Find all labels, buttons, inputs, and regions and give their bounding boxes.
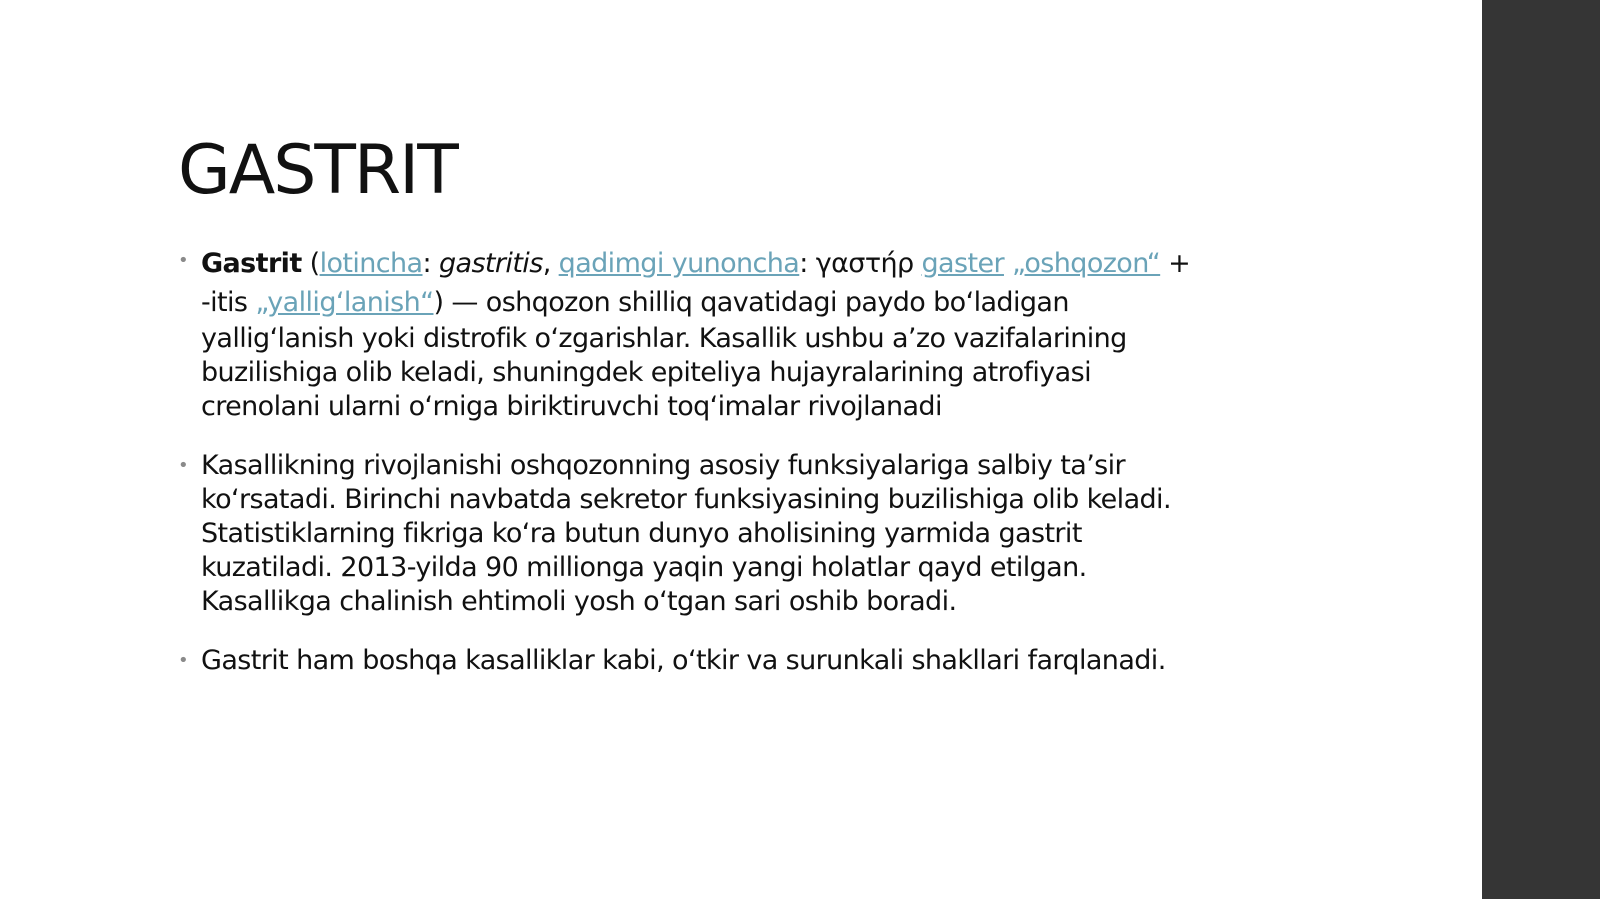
- bullet-forms: [178, 644, 1288, 678]
- text-fragment: [1004, 248, 1012, 279]
- text-fragment: :: [422, 248, 439, 279]
- term-gastrit: Gastrit: [201, 248, 302, 279]
- slide-title: GASTRIT: [178, 131, 457, 210]
- slide-body: [178, 244, 1288, 703]
- text-line: crenolani ularni o‘rniga biriktiruvchi toq‘imalar rivojlanadi: [201, 391, 942, 422]
- text-line: Kasallikga chalinish ehtimoli yosh o‘tgan sari oshib boradi.: [201, 586, 957, 617]
- text-line: kuzatiladi. 2013-yilda 90 millionga yaqin yangi holatlar qayd etilgan.: [201, 552, 1087, 583]
- text-fragment: ) — oshqozon shilliq qavatidagi paydo bo‘ladigan: [433, 287, 1069, 318]
- bullet-text: [201, 449, 1288, 619]
- text-line: ko‘rsatadi. Birinchi navbatda sekretor funksiyasining buzilishiga olib keladi.: [201, 484, 1171, 515]
- side-bar-decoration: [1482, 0, 1600, 899]
- text-line: yallig‘lanish yoki distrofik o‘zgarishlar. Kasallik ushbu a’zo vazifalarining: [201, 323, 1127, 354]
- text-fragment: : γαστήρ: [799, 248, 922, 279]
- link-qadimgi-yunoncha[interactable]: qadimgi yunoncha: [558, 248, 800, 279]
- bullet-icon: •: [178, 650, 189, 671]
- text-fragment: -itis: [201, 287, 256, 318]
- text-line: Kasallikning rivojlanishi oshqozonning asosiy funksiyalariga salbiy ta’sir: [201, 450, 1126, 481]
- link-yallig-lanish[interactable]: „yallig‘lanish“: [255, 287, 434, 318]
- text-line: [201, 284, 1288, 322]
- text-fragment: +: [1160, 248, 1191, 279]
- bullet-text: [201, 244, 1288, 424]
- text-line: Gastrit ham boshqa kasalliklar kabi, o‘tkir va surunkali shakllari farqlanadi.: [201, 645, 1166, 676]
- link-lotincha[interactable]: lotincha: [319, 248, 423, 279]
- latin-word: gastritis: [438, 248, 543, 279]
- text-line: [201, 244, 1288, 284]
- link-oshqozon[interactable]: „oshqozon“: [1011, 248, 1161, 279]
- bullet-icon: •: [178, 455, 189, 476]
- text-fragment: ,: [542, 248, 559, 279]
- link-gaster[interactable]: gaster: [921, 248, 1004, 279]
- bullet-development: [178, 449, 1288, 619]
- text-fragment: (: [301, 248, 320, 279]
- text-line: Statistiklarning fikriga ko‘ra butun dunyo aholisining yarmida gastrit: [201, 518, 1082, 549]
- bullet-text: [201, 644, 1288, 678]
- bullet-icon: •: [178, 250, 189, 271]
- text-line: buzilishiga olib keladi, shuningdek epiteliya hujayralarining atrofiyasi: [201, 357, 1091, 388]
- bullet-definition: [178, 244, 1288, 424]
